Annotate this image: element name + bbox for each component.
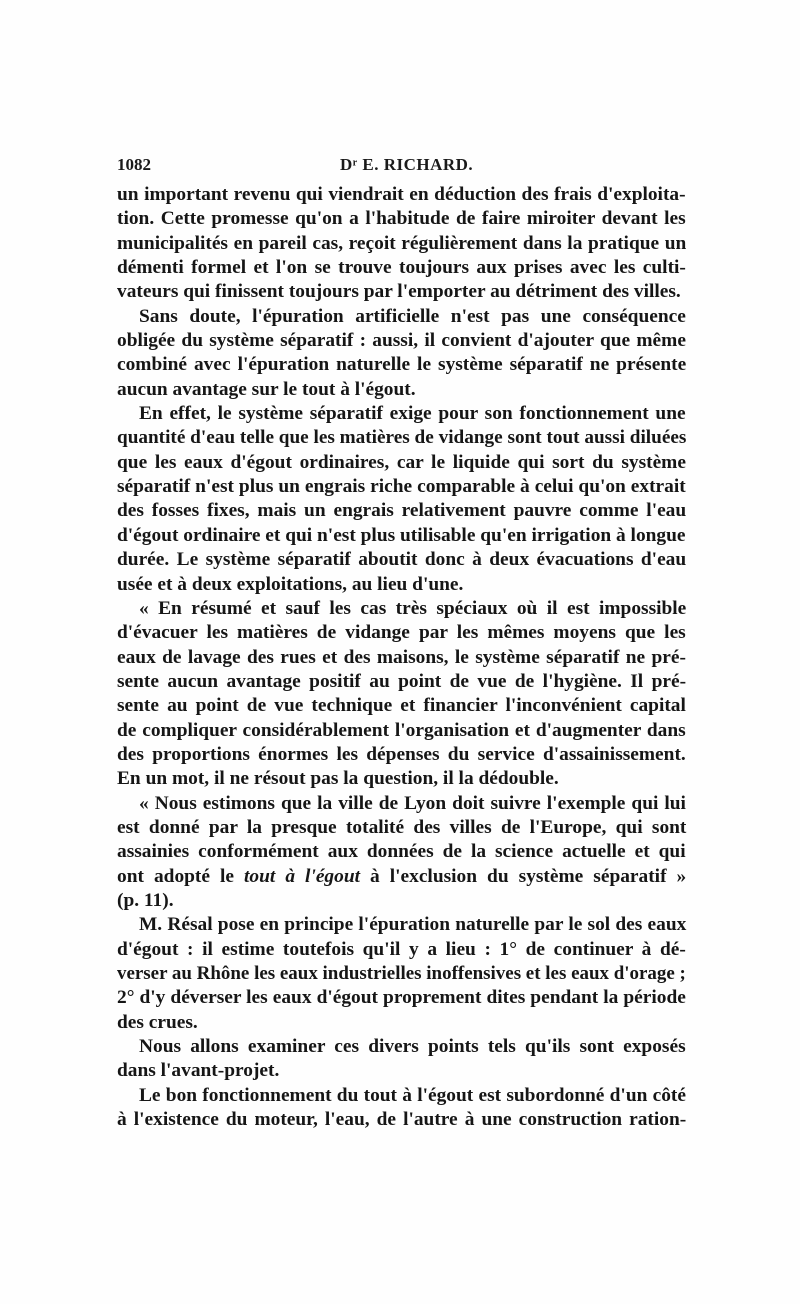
text-line-content: aucun avantage sur le tout à l'égout.	[117, 378, 416, 400]
text-line	[117, 840, 686, 864]
text-line-content: des fosses fixes, mais un engrais relativement pauvre comme l'eau	[117, 500, 687, 522]
text-line-content: eaux de lavage des rues et des maisons, le système séparatif ne pré-	[117, 646, 686, 668]
text-line	[117, 646, 686, 670]
text-line	[117, 207, 686, 231]
text-line	[117, 256, 686, 280]
text-line	[117, 280, 686, 304]
text-line-content: verser au Rhône les eaux industrielles inoffensives et les eaux d'orage ;	[117, 963, 686, 984]
text-line	[117, 621, 686, 645]
text-line-content: En effet, le système séparatif exige pour son fonctionnement une	[139, 403, 686, 425]
text-line	[117, 1084, 686, 1108]
text-line-content: que les eaux d'égout ordinaires, car le liquide qui sort du système	[117, 451, 686, 473]
text-line-content: est donné par la presque totalité des villes de l'Europe, qui sont	[117, 816, 687, 838]
text-line	[117, 719, 686, 743]
text-line-content: tion. Cette promesse qu'on a l'habitude de faire miroiter devant les	[117, 208, 686, 230]
text-line	[117, 670, 686, 694]
text-line	[117, 889, 686, 913]
text-line-content: municipalités en pareil cas, reçoit régulièrement dans la pratique un	[117, 232, 687, 254]
italic-phrase: tout à l'égout	[244, 865, 360, 887]
text-line-continuation: à l'exclusion du système séparatif »	[360, 865, 687, 887]
text-line-content: ont adopté le	[117, 865, 245, 887]
text-line-content: durée. Le système séparatif aboutit donc à deux évacuations d'eau	[117, 549, 687, 571]
text-line	[117, 475, 686, 499]
text-line	[117, 986, 686, 1010]
text-line	[117, 767, 686, 791]
text-line	[117, 816, 686, 840]
text-line-content: séparatif n'est plus un engrais riche comparable à celui qu'on extrait	[117, 476, 686, 498]
text-line-content: M. Résal pose en principe l'épuration naturelle par le sol des eaux	[139, 914, 687, 936]
text-line	[117, 499, 686, 523]
text-line	[117, 548, 686, 572]
text-line-content: quantité d'eau telle que les matières de vidange sont tout aussi diluées	[117, 427, 687, 449]
text-line	[117, 573, 686, 597]
text-line-content: vateurs qui finissent toujours par l'emporter au détriment des villes.	[117, 281, 681, 303]
text-line-content: combiné avec l'épuration naturelle le système séparatif ne présente	[117, 354, 687, 376]
text-line-content: En un mot, il ne résout pas la question, il la dédouble.	[117, 768, 559, 790]
text-line-content: dans l'avant-projet.	[117, 1060, 280, 1082]
text-line-content: Le bon fonctionnement du tout à l'égout est subordonné d'un côté	[139, 1084, 686, 1106]
text-line-content: « En résumé et sauf les cas très spéciaux où il est impossible	[139, 597, 687, 619]
page-header	[117, 155, 686, 179]
text-line-content: « Nous estimons que la ville de Lyon doit suivre l'exemple qui lui	[139, 792, 686, 814]
text-line	[117, 353, 686, 377]
text-line	[117, 183, 686, 207]
text-line	[117, 694, 686, 718]
text-line-content: obligée du système séparatif : aussi, il convient d'ajouter que même	[117, 330, 686, 352]
text-line	[117, 938, 686, 962]
text-line	[117, 232, 686, 256]
text-line	[117, 402, 686, 426]
text-line	[117, 1108, 686, 1132]
text-line-content: usée et à deux exploitations, au lieu d'une.	[117, 573, 464, 595]
text-line-content: sente aucun avantage positif au point de vue de l'hygiène. Il pré-	[117, 670, 687, 692]
page-number: 1082	[117, 155, 151, 174]
running-head: Dʳ E. RICHARD.	[340, 155, 474, 174]
text-line-content: démenti formel et l'on se trouve toujours aux prises avec les culti-	[117, 257, 686, 279]
text-line-content: d'évacuer les matières de vidange par les mêmes moyens que les	[117, 622, 686, 644]
text-line	[117, 524, 686, 548]
text-line	[117, 329, 686, 353]
text-line	[117, 378, 686, 402]
text-line	[117, 962, 686, 986]
text-line-content: un important revenu qui viendrait en déduction des frais d'exploita-	[117, 184, 686, 205]
text-line-content: d'égout ordinaire et qui n'est plus utilisable qu'en irrigation à longue	[117, 524, 686, 546]
body-text	[117, 183, 686, 1132]
text-line-content: (p. 11).	[117, 889, 174, 911]
text-line	[117, 597, 686, 621]
text-line-content: Sans doute, l'épuration artificielle n'est pas une conséquence	[139, 305, 686, 327]
text-line	[117, 451, 686, 475]
text-line-content: assainies conformément aux données de la science actuelle et qui	[117, 841, 686, 863]
text-line	[117, 743, 686, 767]
text-line	[117, 913, 686, 937]
text-line-content: à l'existence du moteur, l'eau, de l'autre à une construction ration-	[117, 1109, 687, 1131]
text-line	[117, 1011, 686, 1035]
text-line-content: des crues.	[117, 1011, 198, 1033]
text-line	[117, 1035, 686, 1059]
text-line-content: Nous allons examiner ces divers points tels qu'ils sont exposés	[139, 1036, 686, 1058]
text-line	[117, 305, 686, 329]
text-line-content: 2° d'y déverser les eaux d'égout proprement dites pendant la période	[117, 987, 686, 1009]
text-line-content: d'égout : il estime toutefois qu'il y a lieu : 1° de continuer à dé-	[117, 938, 686, 960]
text-line-content: de compliquer considérablement l'organisation et d'augmenter dans	[117, 719, 686, 741]
text-line	[117, 792, 686, 816]
text-line	[117, 426, 686, 450]
text-line	[117, 1059, 686, 1083]
text-line	[117, 865, 686, 889]
text-line-content: sente au point de vue technique et financier l'inconvénient capital	[117, 695, 686, 717]
text-line-content: des proportions énormes les dépenses du service d'assainissement.	[117, 743, 686, 765]
